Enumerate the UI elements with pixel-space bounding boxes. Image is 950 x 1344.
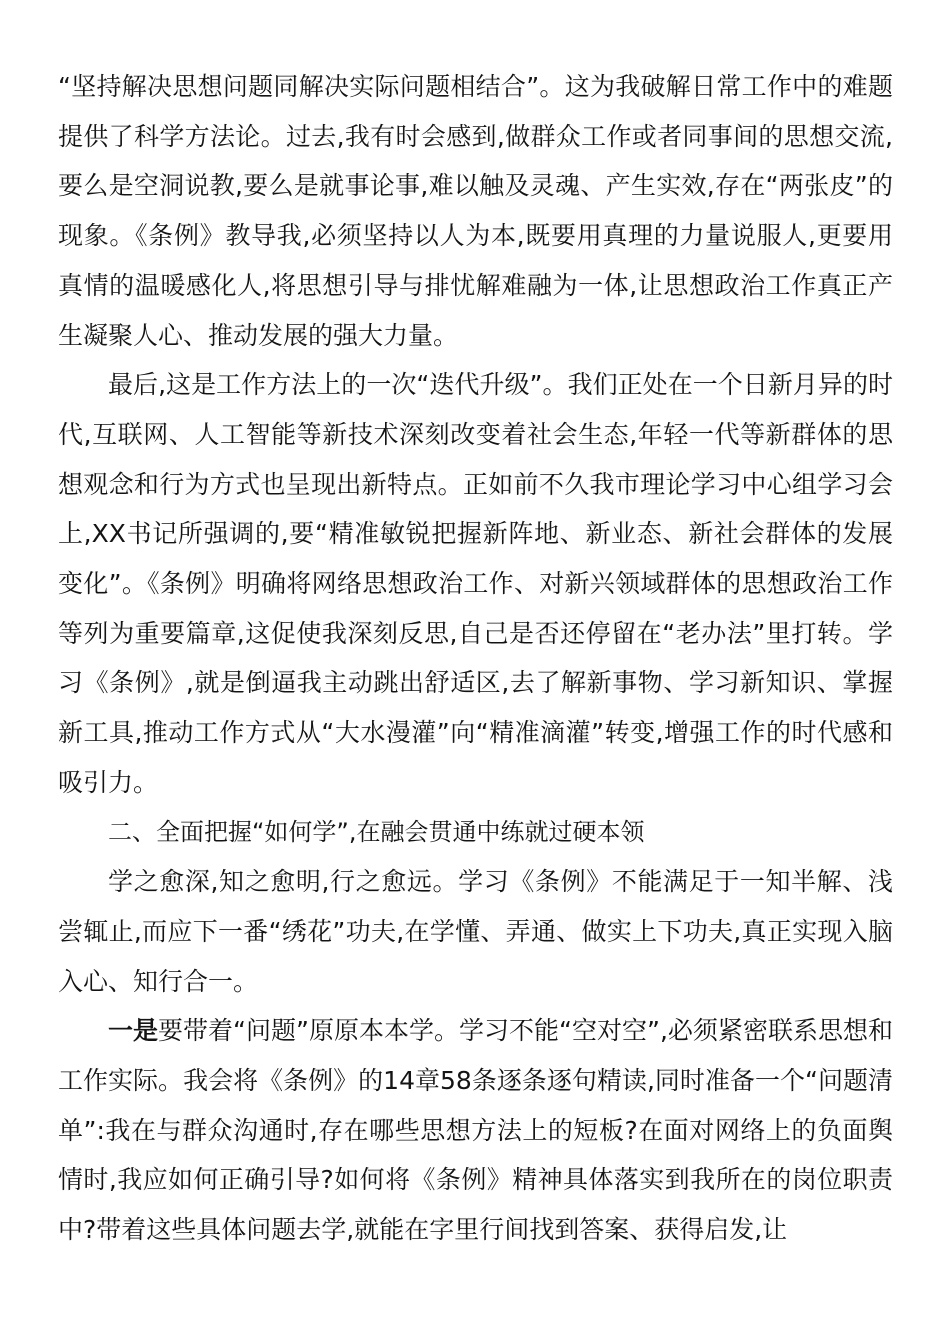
section-heading: 二、全面把握“如何学”,在融会贯通中练就过硬本领 bbox=[108, 817, 645, 846]
point-one-text: 要带着“问题”原原本本学。学习不能“空对空”,必须紧密联系思想和工作实际。我会将《条例》的14章58条逐条逐句精读,同时准备一个“问题清单”:我在与群众沟通时,存在哪些思想方法上的短板?在面对网络上的负面舆情时,我应如何正确引导?如何将《条例》精神具体落实到我所在的岗位职责中?带着这些具体问题去学,就能在字里行间找到答案、获得启发,让 bbox=[58, 1016, 893, 1245]
point-one-lead: 一是 bbox=[108, 1016, 159, 1046]
document-page bbox=[58, 62, 893, 1255]
paragraph-section-intro: 学之愈深,知之愈明,行之愈远。学习《条例》不能满足于一知半解、浅尝辄止,而应下一番“绣花”功夫,在学懂、弄通、做实上下功夫,真正实现入脑入心、知行合一。 bbox=[58, 867, 893, 996]
paragraph-point-one bbox=[58, 1006, 893, 1255]
paragraph-continuation: “坚持解决思想问题同解决实际问题相结合”。这为我破解日常工作中的难题提供了科学方法论。过去,我有时会感到,做群众工作或者同事间的思想交流,要么是空洞说教,要么是就事论事,难以触及灵魂、产生实效,存在“两张皮”的现象。《条例》教导我,必须坚持以人为本,既要用真理的力量说服人,更要用真情的温暖感化人,将思想引导与排忧解难融为一体,让思想政治工作真正产生凝聚人心、推动发展的强大力量。 bbox=[58, 72, 893, 350]
paragraph-method-upgrade: 最后,这是工作方法上的一次“迭代升级”。我们正处在一个日新月异的时代,互联网、人工智能等新技术深刻改变着社会生态,年轻一代等新群体的思想观念和行为方式也呈现出新特点。正如前不久我市理论学习中心组学习会上,XX书记所强调的,要“精准敏锐把握新阵地、新业态、新社会群体的发展变化”。《条例》明确将网络思想政治工作、对新兴领域群体的思想政治工作等列为重要篇章,这促使我深刻反思,自己是否还停留在“老办法”里打转。学习《条例》,就是倒逼我主动跳出舒适区,去了解新事物、学习新知识、掌握新工具,推动工作方式从“大水漫灌”向“精准滴灌”转变,增强工作的时代感和吸引力。 bbox=[58, 370, 893, 797]
